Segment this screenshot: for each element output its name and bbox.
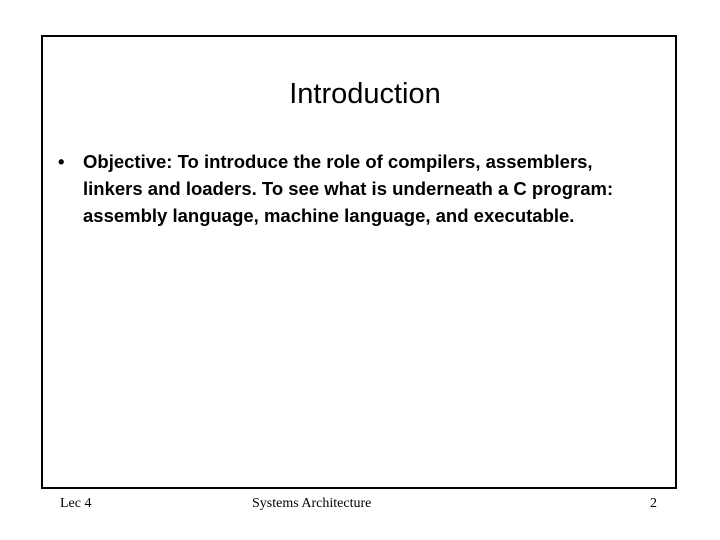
bullet-line-1: Objective: To introduce the role of compilers, assemblers, xyxy=(83,151,593,172)
footer-lecture-number: Lec 4 xyxy=(60,496,92,511)
footer-course-title: Systems Architecture xyxy=(252,496,372,511)
bullet-line-2: linkers and loaders. To see what is underneath a C program: xyxy=(83,178,614,199)
bullet-line-3: assembly language, machine language, and executable. xyxy=(83,205,575,226)
bullet-item-objective xyxy=(58,148,678,229)
slide-title: Introduction xyxy=(289,78,441,110)
bullet-list xyxy=(58,148,678,229)
bullet-dot-icon: • xyxy=(58,151,65,172)
footer-slide-number: 2 xyxy=(650,496,657,511)
